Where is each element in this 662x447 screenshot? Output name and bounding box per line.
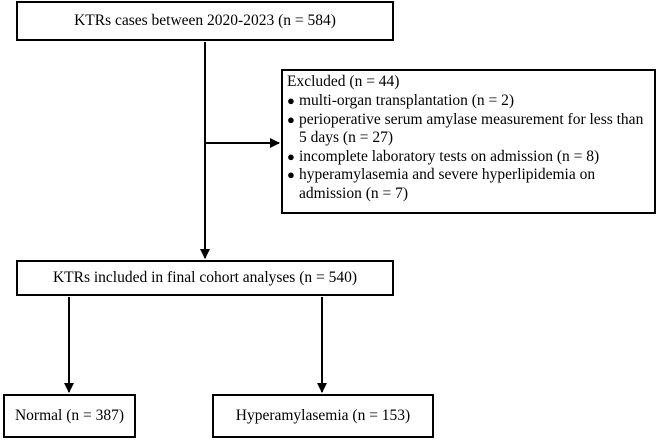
excluded-title: Excluded (n = 44) — [287, 73, 400, 90]
final-cohort-label: KTRs included in final cohort analyses (n = 540) — [52, 269, 358, 286]
final-cohort-box — [16, 260, 394, 296]
initial-cases-box — [16, 1, 394, 41]
bullet-icon: ● — [287, 148, 295, 164]
normal-group-box — [3, 394, 136, 438]
excluded-item — [287, 111, 650, 148]
initial-cases-label: KTRs cases between 2020-2023 (n = 584) — [74, 12, 336, 29]
excluded-item-text: perioperative serum amylase measurement for less than 5 days (n = 27) — [299, 110, 644, 146]
excluded-item — [287, 92, 650, 111]
excluded-box — [281, 69, 656, 214]
excluded-item — [287, 148, 650, 167]
excluded-item — [287, 166, 650, 203]
hyperamylasemia-group-label: Hyperamylasemia (n = 153) — [235, 407, 411, 424]
normal-group-label: Normal (n = 387) — [14, 407, 125, 424]
bullet-icon: ● — [287, 93, 295, 108]
excluded-item-text: hyperamylasemia and severe hyperlipidemia on admission (n = 7) — [299, 166, 596, 202]
hyperamylasemia-group-box — [212, 394, 434, 438]
excluded-item-text: incomplete laboratory tests on admission (n = 8) — [299, 147, 600, 165]
bullet-icon: ● — [287, 111, 295, 127]
bullet-icon: ● — [287, 167, 295, 182]
excluded-item-text: multi-organ transplantation (n = 2) — [299, 92, 515, 109]
